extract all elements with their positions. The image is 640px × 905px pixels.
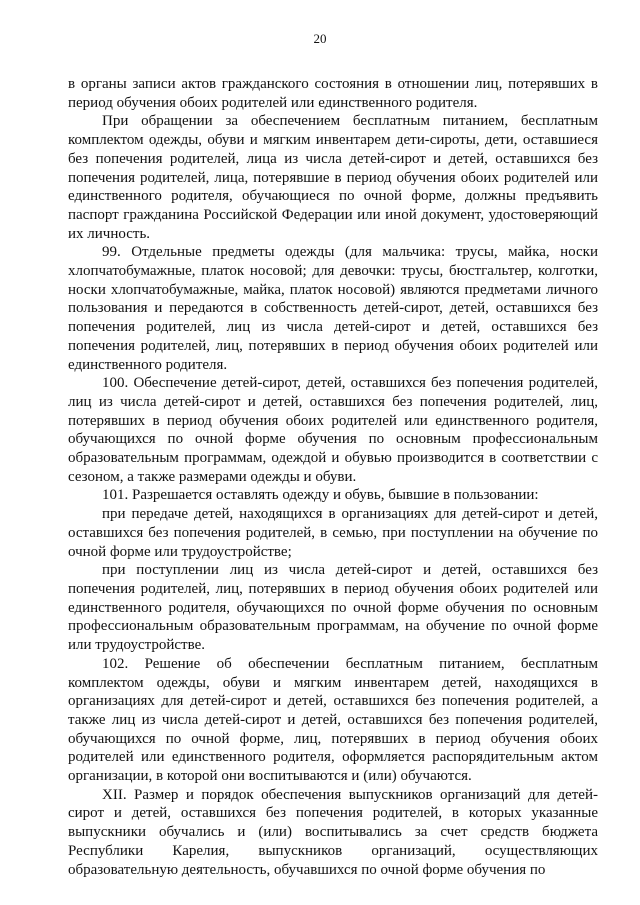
paragraph: 102. Решение об обеспечении бесплатным питанием, бесплатным комплектом одежды, обуви и мягким инвентарем детей, находящихся в организациях для детей-сирот и детей, оставшихся без попечения родителей, а также лиц из числа детей-сирот и детей, оставшихся без попечения родителей, обучающихся по очной форме, лиц, потерявших в период обучения обоих родителей или единственного родителя, оформляется распорядительным актом организации, в которой они воспитываются и (или) обучаются. — [68, 655, 598, 785]
paragraph: При обращении за обеспечением бесплатным питанием, бесплатным комплектом одежды, обуви и мягким инвентарем дети-сироты, дети, оставшиеся без попечения родителей, лица из числа детей-сирот и детей, оставшихся без попечения родителей, лица, потерявшие в период обучения обоих родителей или единственного родителя, обучающиеся по очной форме, должны предъявить паспорт гражданина Российской Федерации или иной документ, удостоверяющий их личность. — [68, 113, 598, 242]
paragraph: 99. Отдельные предметы одежды (для мальчика: трусы, майка, носки хлопчатобумажные, платок носовой; для девочки: трусы, бюстгальтер, колготки, носки хлопчатобумажные, майка, платок носовой) являются предметами личного пользования и передаются в собственность детей-сирот, детей, оставшихся без попечения родителей, лиц из числа детей-сирот и детей, оставшихся без попечения родителей, лиц, потерявших в период обучения обоих родителей или единственного родителя. — [68, 244, 598, 373]
paragraph: 100. Обеспечение детей-сирот, детей, оставшихся без попечения родителей, лиц из числа детей-сирот и детей, оставшихся без попечения родителей, лиц, потерявших в период обучения обоих родителей или единственного родителя, обучающихся по очной форме обучения по основным профессиональным образовательным программам, одеждой и обувью производится в соответствии с сезоном, а также размерами одежды и обуви. — [68, 375, 598, 485]
section-heading-paragraph: XII. Размер и порядок обеспечения выпускников организаций для детей-сирот и детей, оставшихся без попечения родителей, в которых указанные выпускники обучались и (или) воспитывались за счет средств бюджета Республики Карелия, выпускников организаций, осуществляющих образовательную деятельность, обучавшихся по очной форме обучения по — [68, 786, 598, 878]
paragraph: 101. Разрешается оставлять одежду и обувь, бывшие в пользовании: — [102, 487, 539, 504]
paragraph: в органы записи актов гражданского состояния в отношении лиц, потерявших в период обучения обоих родителей или единственного родителя. — [68, 76, 598, 111]
page-number: 20 — [313, 31, 327, 46]
paragraph: при передаче детей, находящихся в организациях для детей-сирот и детей, оставшихся без попечения родителей, в семью, при поступлении на обучение по очной форме или трудоустройстве; — [68, 506, 598, 560]
paragraph: при поступлении лиц из числа детей-сирот и детей, оставшихся без попечения родителей, лиц, потерявших в период обучения обоих родителей или единственного родителя, обучающихся по очной форме обучения по основным профессиональным образовательным программам, на обучение по очной форме или трудоустройстве. — [68, 562, 598, 654]
document-body — [68, 75, 598, 879]
